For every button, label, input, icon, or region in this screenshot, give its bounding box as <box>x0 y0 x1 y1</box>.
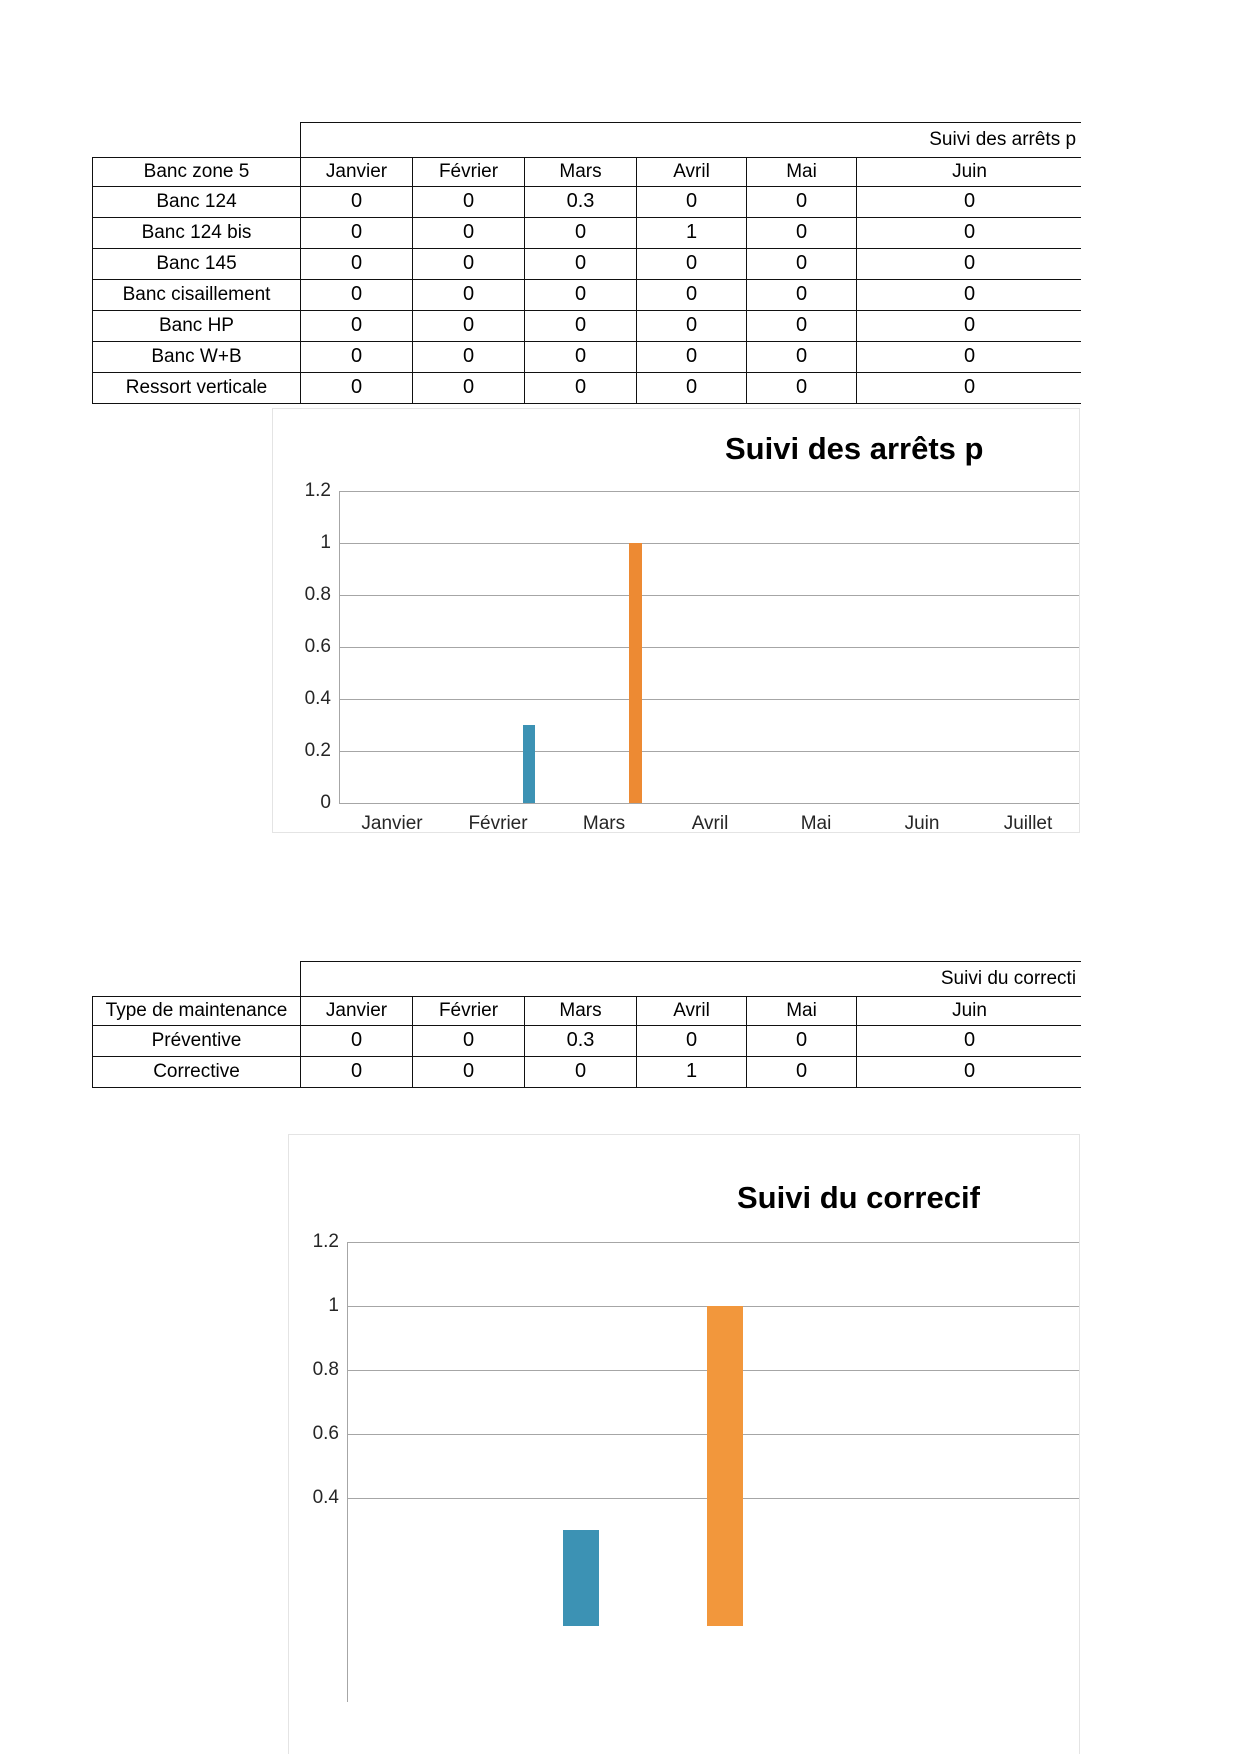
table1-cell-5-5[interactable]: 0 <box>857 342 1083 373</box>
table-title-row <box>93 962 1083 997</box>
suivi-arrets-chart[interactable] <box>272 408 1080 833</box>
chart1-xtick-mai: Mai <box>800 813 832 833</box>
table-row[interactable] <box>93 280 1083 311</box>
table1-cell-1-2[interactable]: 0 <box>525 218 637 249</box>
chart1-ytick-0.4: 0.4 <box>304 688 331 709</box>
chart1-title: Suivi des arrêts p <box>725 431 984 466</box>
table1-cell-1-1[interactable]: 0 <box>413 218 525 249</box>
chart1-y-axis-line <box>339 491 340 803</box>
chart2-y-axis-line <box>347 1242 348 1702</box>
table1-row-label-2: Banc 145 <box>93 249 301 280</box>
table2-row-label-1: Corrective <box>93 1057 301 1088</box>
table2-cell-0-3[interactable]: 0 <box>637 1026 747 1057</box>
table1-cell-2-2[interactable]: 0 <box>525 249 637 280</box>
table1-cell-4-0[interactable]: 0 <box>301 311 413 342</box>
table2-cell-1-2[interactable]: 0 <box>525 1057 637 1088</box>
table2-cell-0-2[interactable]: 0.3 <box>525 1026 637 1057</box>
table2-cell-1-5[interactable]: 0 <box>857 1057 1083 1088</box>
table-row[interactable] <box>93 218 1083 249</box>
chart1-ytick-1.2: 1.2 <box>304 480 331 501</box>
table1-cell-2-0[interactable]: 0 <box>301 249 413 280</box>
table2-col-mai: Mai <box>747 997 857 1026</box>
table1-cell-2-3[interactable]: 0 <box>637 249 747 280</box>
chart1-xtick-janvier: Janvier <box>361 813 423 833</box>
table2-col-mars: Mars <box>525 997 637 1026</box>
table2-cell-1-3[interactable]: 1 <box>637 1057 747 1088</box>
table1-cell-3-0[interactable]: 0 <box>301 280 413 311</box>
page-right-clip-mask <box>1081 0 1241 1754</box>
table1-cell-2-5[interactable]: 0 <box>857 249 1083 280</box>
table-title-row <box>93 123 1083 158</box>
table2-corner-label: Type de maintenance <box>93 997 301 1026</box>
table2-col-janvier: Janvier <box>301 997 413 1026</box>
chart1-xtick-mars: Mars <box>582 813 626 833</box>
chart1-xtick-juillet: Juillet <box>1003 813 1053 833</box>
table1-cell-4-4[interactable]: 0 <box>747 311 857 342</box>
table1-cell-4-5[interactable]: 0 <box>857 311 1083 342</box>
table2-col-avril: Avril <box>637 997 747 1026</box>
table1-cell-1-5[interactable]: 0 <box>857 218 1083 249</box>
chart2-title: Suivi du correcif <box>737 1180 980 1215</box>
chart1-gridline-0.2 <box>339 751 1080 752</box>
table-row[interactable] <box>93 1057 1083 1088</box>
table2-cell-0-5[interactable]: 0 <box>857 1026 1083 1057</box>
table1-cell-2-1[interactable]: 0 <box>413 249 525 280</box>
chart2-ytick-0.4: 0.4 <box>312 1487 339 1508</box>
table1-col-avril: Avril <box>637 158 747 187</box>
table1-cell-4-1[interactable]: 0 <box>413 311 525 342</box>
chart1-ytick-0.8: 0.8 <box>304 584 331 605</box>
table1-cell-2-4[interactable]: 0 <box>747 249 857 280</box>
table-header-row <box>93 997 1083 1026</box>
table1-cell-3-4[interactable]: 0 <box>747 280 857 311</box>
table1-cell-3-3[interactable]: 0 <box>637 280 747 311</box>
table1-cell-5-4[interactable]: 0 <box>747 342 857 373</box>
table2-title-spacer <box>93 962 301 997</box>
chart1-xtick-avril: Avril <box>691 813 729 833</box>
table1-cell-0-1[interactable]: 0 <box>413 187 525 218</box>
suivi-correctif-chart[interactable] <box>288 1134 1080 1754</box>
table-row[interactable] <box>93 311 1083 342</box>
table1-cell-0-2[interactable]: 0.3 <box>525 187 637 218</box>
table1-cell-6-1[interactable]: 0 <box>413 373 525 404</box>
chart1-xtick-fevrier: Février <box>468 813 528 833</box>
chart1-gridline-0.6 <box>339 647 1080 648</box>
table1-row-label-1: Banc 124 bis <box>93 218 301 249</box>
chart1-bar-mars-banc124[interactable] <box>523 725 535 803</box>
table1-cell-4-3[interactable]: 0 <box>637 311 747 342</box>
table1-col-janvier: Janvier <box>301 158 413 187</box>
table-row[interactable] <box>93 249 1083 280</box>
table2-row-label-0: Préventive <box>93 1026 301 1057</box>
chart1-ytick-0.2: 0.2 <box>304 740 331 761</box>
chart2-bar-avril-corrective[interactable] <box>707 1306 743 1626</box>
table2-merged-title: Suivi du correcti <box>301 962 1083 997</box>
table1-row-label-3: Banc cisaillement <box>93 280 301 311</box>
suivi-arrets-table[interactable] <box>92 122 1083 404</box>
table2-col-juin: Juin <box>857 997 1083 1026</box>
table1-cell-6-3[interactable]: 0 <box>637 373 747 404</box>
table1-row-label-5: Banc W+B <box>93 342 301 373</box>
table1-row-label-0: Banc 124 <box>93 187 301 218</box>
chart1-axis-baseline <box>339 803 1080 804</box>
table2-cell-0-1[interactable]: 0 <box>413 1026 525 1057</box>
chart1-gridline-1 <box>339 543 1080 544</box>
table1-cell-1-3[interactable]: 1 <box>637 218 747 249</box>
table1-cell-6-5[interactable]: 0 <box>857 373 1083 404</box>
table1-corner-label: Banc zone 5 <box>93 158 301 187</box>
table1-cell-4-2[interactable]: 0 <box>525 311 637 342</box>
table1-cell-3-5[interactable]: 0 <box>857 280 1083 311</box>
table2-cell-0-4[interactable]: 0 <box>747 1026 857 1057</box>
table1-row-label-4: Banc HP <box>93 311 301 342</box>
chart2-ytick-1.2: 1.2 <box>312 1231 339 1252</box>
table1-cell-5-0[interactable]: 0 <box>301 342 413 373</box>
chart2-bar-mars-preventive[interactable] <box>563 1530 599 1626</box>
table1-cell-1-0[interactable]: 0 <box>301 218 413 249</box>
table2-cell-1-0[interactable]: 0 <box>301 1057 413 1088</box>
table1-cell-0-5[interactable]: 0 <box>857 187 1083 218</box>
table2-col-fevrier: Février <box>413 997 525 1026</box>
table-row[interactable] <box>93 342 1083 373</box>
chart2-ytick-0.6: 0.6 <box>312 1423 339 1444</box>
table1-cell-1-4[interactable]: 0 <box>747 218 857 249</box>
table-row[interactable] <box>93 373 1083 404</box>
table1-cell-3-2[interactable]: 0 <box>525 280 637 311</box>
table1-cell-5-3[interactable]: 0 <box>637 342 747 373</box>
table1-col-fevrier: Février <box>413 158 525 187</box>
table1-col-mars: Mars <box>525 158 637 187</box>
table1-col-juin: Juin <box>857 158 1083 187</box>
chart2-ytick-1: 1 <box>328 1295 339 1316</box>
table2-cell-0-0[interactable]: 0 <box>301 1026 413 1057</box>
table1-title-spacer <box>93 123 301 158</box>
table2-cell-1-4[interactable]: 0 <box>747 1057 857 1088</box>
table1-cell-6-2[interactable]: 0 <box>525 373 637 404</box>
table-row[interactable] <box>93 1026 1083 1057</box>
chart1-ytick-0.6: 0.6 <box>304 636 331 657</box>
chart2-plot-area <box>347 1242 1080 1702</box>
chart1-gridline-0.8 <box>339 595 1080 596</box>
chart1-ytick-1: 1 <box>320 532 331 553</box>
table-row[interactable] <box>93 187 1083 218</box>
chart1-bar-avril-banc124bis[interactable] <box>629 543 642 803</box>
table2-cell-1-1[interactable]: 0 <box>413 1057 525 1088</box>
chart1-plot-area <box>339 491 1080 803</box>
table1-merged-title: Suivi des arrêts p <box>301 123 1083 158</box>
table1-cell-0-3[interactable]: 0 <box>637 187 747 218</box>
chart1-xtick-juin: Juin <box>904 813 940 833</box>
table1-cell-0-0[interactable]: 0 <box>301 187 413 218</box>
table1-cell-6-4[interactable]: 0 <box>747 373 857 404</box>
chart1-ytick-0: 0 <box>320 792 331 813</box>
table1-cell-5-2[interactable]: 0 <box>525 342 637 373</box>
table1-row-label-6: Ressort verticale <box>93 373 301 404</box>
table1-col-mai: Mai <box>747 158 857 187</box>
chart1-gridline-1.2 <box>339 491 1080 492</box>
table-header-row <box>93 158 1083 187</box>
chart2-gridline-1.2 <box>347 1242 1080 1243</box>
table1-cell-5-1[interactable]: 0 <box>413 342 525 373</box>
table1-cell-0-4[interactable]: 0 <box>747 187 857 218</box>
suivi-correctif-table[interactable] <box>92 961 1083 1088</box>
chart2-ytick-0.8: 0.8 <box>312 1359 339 1380</box>
table1-cell-6-0[interactable]: 0 <box>301 373 413 404</box>
table1-cell-3-1[interactable]: 0 <box>413 280 525 311</box>
chart1-gridline-0.4 <box>339 699 1080 700</box>
